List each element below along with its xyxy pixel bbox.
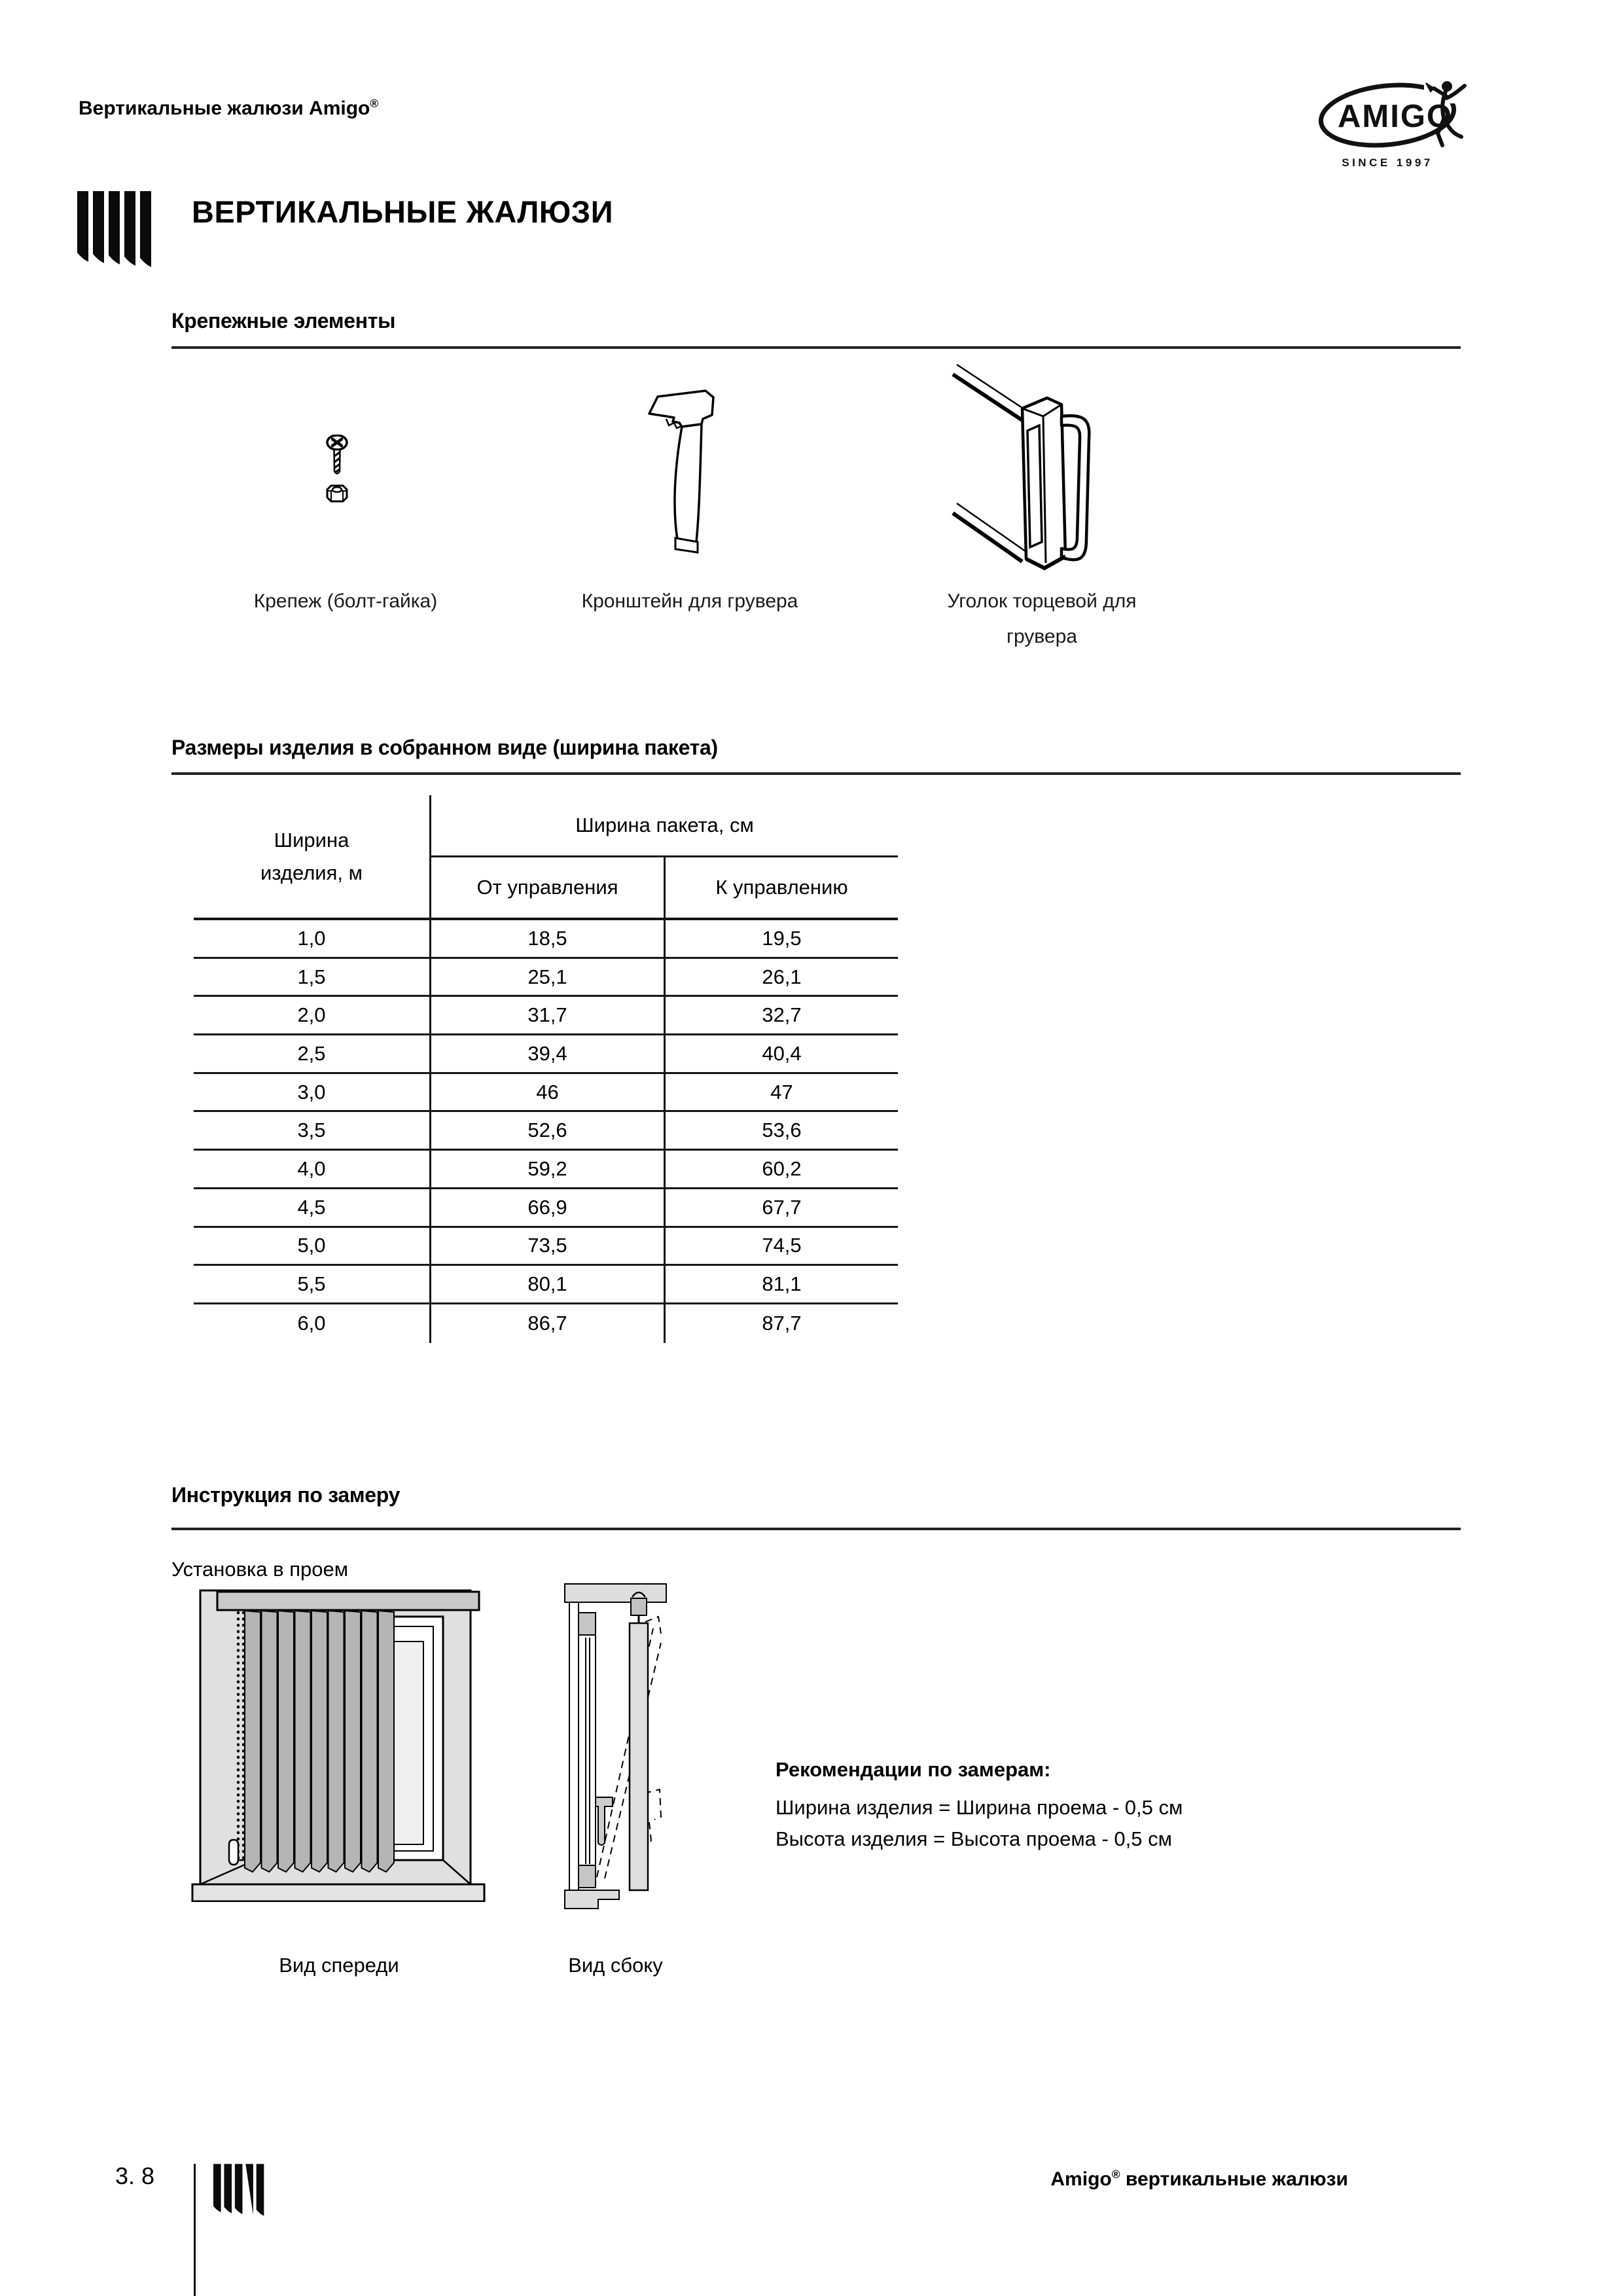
install-subheading: Установка в проем xyxy=(171,1558,349,1581)
fasteners-heading: Крепежные элементы xyxy=(171,309,396,332)
table-cell: 31,7 xyxy=(429,997,664,1033)
vertical-blinds-icon xyxy=(77,191,152,271)
table-row xyxy=(194,1112,898,1151)
footer-brand-text xyxy=(916,2168,1348,2191)
table-cell: 40,4 xyxy=(664,1035,898,1072)
table-cell: 39,4 xyxy=(429,1035,664,1072)
measuring-heading: Инструкция по замеру xyxy=(171,1483,401,1507)
column-header-to-control: К управлению xyxy=(664,857,898,918)
page-number: 3. 8 xyxy=(115,2162,155,2189)
table-cell: 47 xyxy=(664,1074,898,1111)
header-brand-text xyxy=(79,97,378,120)
table-cell: 66,9 xyxy=(429,1189,664,1226)
table-row xyxy=(194,1151,898,1189)
table-cell: 2,0 xyxy=(297,1003,326,1027)
front-view-drawing xyxy=(191,1589,487,1902)
table-row xyxy=(194,1228,898,1266)
table-cell: 32,7 xyxy=(664,997,898,1033)
footer-divider xyxy=(194,2164,196,2296)
section-rule xyxy=(171,346,1461,349)
table-row xyxy=(194,997,898,1035)
table-cell: 5,5 xyxy=(297,1272,326,1296)
table-cell: 1,0 xyxy=(297,926,326,950)
recommendation-line: Ширина изделия = Ширина проема - 0,5 см xyxy=(776,1796,1183,1819)
dimensions-heading: Размеры изделия в собранном виде (ширина пакета) xyxy=(171,736,718,759)
table-cell: 3,5 xyxy=(297,1119,326,1142)
table-cell: 53,6 xyxy=(664,1112,898,1149)
table-cell: 80,1 xyxy=(429,1266,664,1302)
table-cell: 4,0 xyxy=(297,1157,326,1180)
table-cell: 25,1 xyxy=(429,959,664,996)
figure-caption: Крепеж (болт-гайка) xyxy=(253,590,438,612)
screw-and-nut-icon xyxy=(319,435,356,511)
table-cell: 26,1 xyxy=(664,959,898,996)
table-cell: 4,5 xyxy=(297,1195,326,1219)
footer-brand-suffix: вертикальные жалюзи xyxy=(1125,2168,1348,2190)
table-cell: 18,5 xyxy=(429,920,664,957)
amigo-logo xyxy=(1314,72,1476,170)
table-cell: 87,7 xyxy=(664,1304,898,1343)
table-cell: 52,6 xyxy=(429,1112,664,1149)
table-cell: 81,1 xyxy=(664,1266,898,1302)
slats xyxy=(245,1611,394,1872)
table-row xyxy=(194,920,898,959)
side-view-caption: Вид сбоку xyxy=(568,1954,663,1977)
group-header-package-width: Ширина пакета, см xyxy=(431,795,898,857)
table-row xyxy=(194,1189,898,1228)
logo-brand-text: AMIGO xyxy=(1338,99,1454,134)
sub-header-row xyxy=(431,857,898,918)
section-rule xyxy=(171,772,1461,775)
gruver-end-corner-icon xyxy=(949,346,1119,583)
table-row xyxy=(194,959,898,997)
column-header-product-width xyxy=(194,795,429,918)
figure-caption: Уголок торцевой для грувера xyxy=(947,590,1137,647)
footer-brand-label: Amigo xyxy=(1050,2168,1112,2190)
figure-caption: Кронштейн для грувера xyxy=(581,590,798,612)
table-header-right-group xyxy=(429,795,898,918)
header-brand-label: Вертикальные жалюзи Amigo xyxy=(79,98,370,119)
table-cell: 5,0 xyxy=(297,1234,326,1257)
table-cell: 86,7 xyxy=(429,1304,664,1343)
table-cell: 2,5 xyxy=(297,1041,326,1065)
registered-mark: ® xyxy=(1111,2168,1120,2181)
table-row xyxy=(194,1035,898,1074)
table-header xyxy=(194,795,898,920)
front-view-caption: Вид спереди xyxy=(279,1954,399,1977)
table-cell: 46 xyxy=(429,1074,664,1111)
table-row xyxy=(194,1266,898,1304)
table-cell: 19,5 xyxy=(664,920,898,957)
table-cell: 74,5 xyxy=(664,1228,898,1265)
table-cell: 60,2 xyxy=(664,1151,898,1187)
table-cell: 6,0 xyxy=(297,1312,326,1335)
column-header-from-control: От управления xyxy=(476,876,618,899)
table-cell: 3,0 xyxy=(297,1080,326,1103)
registered-mark: ® xyxy=(370,97,379,110)
recommendation-line: Высота изделия = Высота проема - 0,5 см xyxy=(776,1827,1172,1850)
recommendations-block xyxy=(776,1754,1183,1855)
section-rule xyxy=(171,1528,1461,1530)
logo-since-text: SINCE 1997 xyxy=(1342,156,1433,169)
table-cell: 59,2 xyxy=(429,1151,664,1187)
size-table-body xyxy=(194,920,898,1343)
table-row xyxy=(194,1304,898,1343)
side-view-drawing xyxy=(562,1583,669,1910)
table-row xyxy=(194,1074,898,1113)
gruver-bracket-icon xyxy=(640,389,738,559)
recommendations-title: Рекомендации по замерам: xyxy=(776,1758,1051,1781)
table-cell: 1,5 xyxy=(297,965,326,988)
column-header-line: изделия, м xyxy=(260,861,363,884)
column-header-line: Ширина xyxy=(274,828,349,852)
table-cell: 67,7 xyxy=(664,1189,898,1226)
footer-blinds-icon xyxy=(213,2164,264,2219)
package-width-table xyxy=(194,795,898,1343)
table-cell: 73,5 xyxy=(429,1228,664,1265)
page-title: ВЕРТИКАЛЬНЫЕ ЖАЛЮЗИ xyxy=(192,194,613,229)
